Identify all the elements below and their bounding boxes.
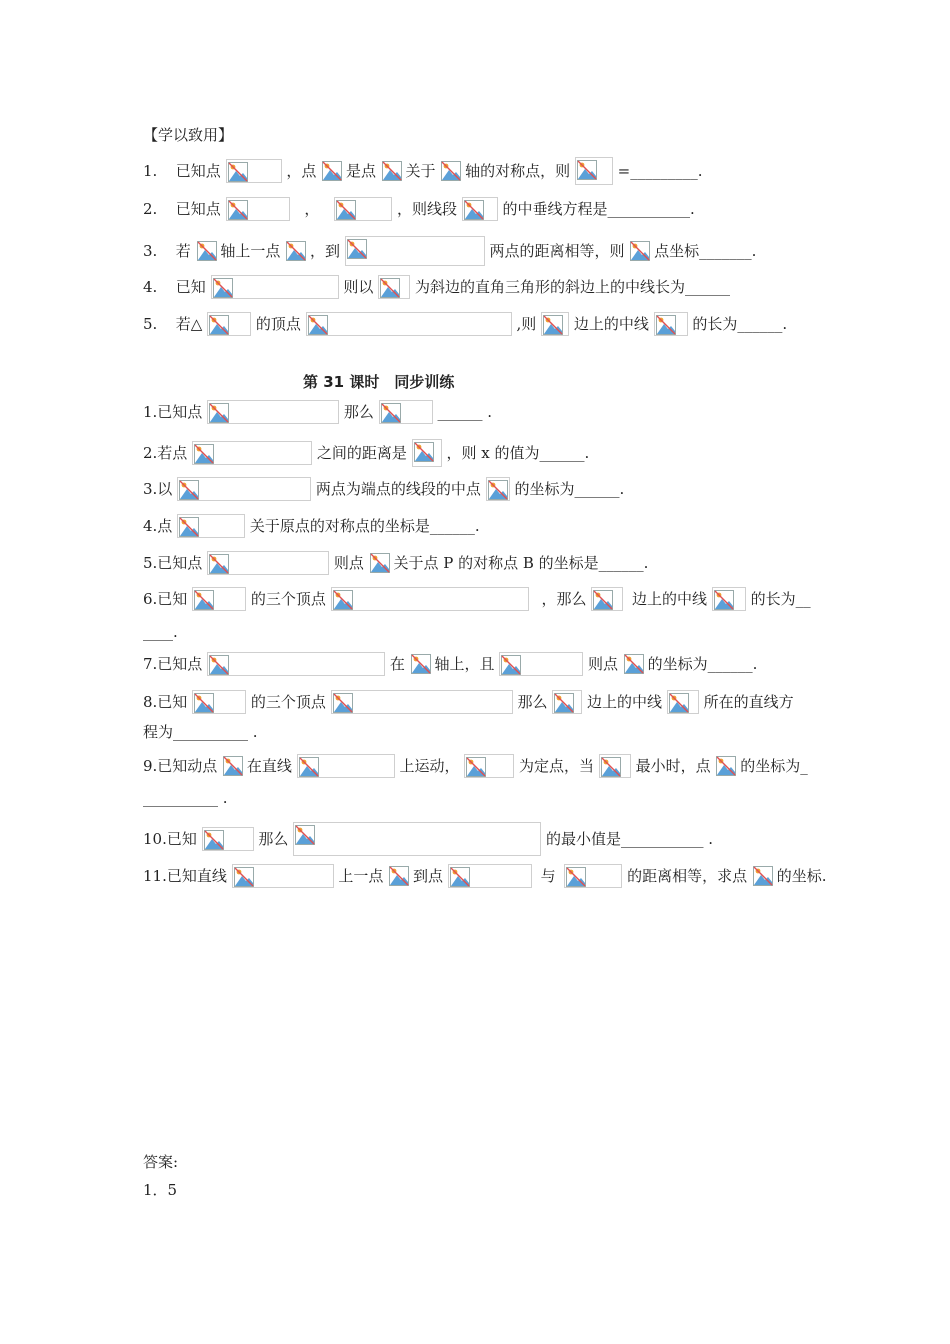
broken-image-icon xyxy=(591,587,623,611)
section-title: 【学以致用】 xyxy=(143,126,234,144)
text: 边上的中线 xyxy=(632,590,708,608)
text: 已知点 xyxy=(175,162,221,180)
text: ，点 xyxy=(286,162,317,180)
broken-image-icon xyxy=(297,754,395,778)
exercise-6-cont: ____. xyxy=(143,623,178,641)
exercise-4 xyxy=(143,514,480,538)
broken-image-icon xyxy=(410,652,430,676)
broken-image-icon xyxy=(462,197,498,221)
text: 点坐标_______. xyxy=(654,242,757,260)
broken-image-icon xyxy=(321,159,341,183)
broken-image-icon xyxy=(334,197,392,221)
text: 轴上一点 xyxy=(220,242,281,260)
broken-image-icon xyxy=(331,690,513,714)
text: 所在的直线方 xyxy=(703,693,794,711)
item-number: 2. xyxy=(143,200,158,218)
broken-image-icon xyxy=(207,312,251,336)
broken-image-icon xyxy=(232,864,334,888)
text: 5.已知点 xyxy=(143,554,203,572)
exercise-9 xyxy=(143,754,808,778)
broken-image-icon xyxy=(667,690,699,714)
text: ， xyxy=(304,200,320,218)
broken-image-icon xyxy=(192,441,312,465)
item-number: 4. xyxy=(143,278,158,296)
text: 边上的中线 xyxy=(573,315,649,333)
text: ，则 x 的值为______. xyxy=(446,444,590,462)
exercise-2 xyxy=(143,439,589,467)
broken-image-icon xyxy=(379,400,433,424)
text: 的坐标为______. xyxy=(647,655,758,673)
text: 11.已知直线 xyxy=(143,867,227,885)
text: 那么 xyxy=(258,830,289,848)
exercise-8-cont: 程为__________ . xyxy=(143,723,258,741)
broken-image-icon xyxy=(623,652,643,676)
text: ,则 xyxy=(516,315,537,333)
text: ______ . xyxy=(437,403,492,421)
broken-image-icon xyxy=(192,587,246,611)
broken-image-icon xyxy=(552,690,582,714)
item-number: 1. xyxy=(143,162,158,180)
text: 的最小值是___________ . xyxy=(546,830,714,848)
text: 两点的距离相等，则 xyxy=(489,242,625,260)
broken-image-icon xyxy=(345,236,485,266)
text: 的三个顶点 xyxy=(250,590,326,608)
broken-image-icon xyxy=(226,197,290,221)
text: 的长为______. xyxy=(692,315,788,333)
broken-image-icon xyxy=(369,551,389,575)
text: 10.已知 xyxy=(143,830,197,848)
text: 的长为__ xyxy=(750,590,811,608)
exercise-7 xyxy=(143,652,757,676)
broken-image-icon xyxy=(712,587,746,611)
broken-image-icon xyxy=(654,312,688,336)
exercise-8 xyxy=(143,690,794,714)
text: 那么 xyxy=(343,403,374,421)
practice-line-2 xyxy=(143,197,695,221)
broken-image-icon xyxy=(177,514,245,538)
text: 则点 xyxy=(333,554,364,572)
text: 则点 xyxy=(588,655,619,673)
broken-image-icon xyxy=(207,400,339,424)
broken-image-icon xyxy=(499,652,583,676)
text: 3.以 xyxy=(143,480,173,498)
text: ，则线段 xyxy=(396,200,457,218)
text: 7.已知点 xyxy=(143,655,203,673)
broken-image-icon xyxy=(388,864,408,888)
text: 为定点，当 xyxy=(519,757,595,775)
text: 8.已知 xyxy=(143,693,188,711)
text: 1.已知点 xyxy=(143,403,203,421)
text: 关于原点的对称点的坐标是______. xyxy=(249,517,480,535)
broken-image-icon xyxy=(226,159,282,183)
broken-image-icon xyxy=(575,157,613,185)
text: 若 xyxy=(175,242,191,260)
practice-line-3 xyxy=(143,236,756,266)
text: 的坐标为_ xyxy=(740,757,808,775)
broken-image-icon xyxy=(285,239,305,263)
exercise-9-cont: __________ . xyxy=(143,789,228,807)
text: 那么 xyxy=(517,693,548,711)
item-number: 3. xyxy=(143,242,158,260)
broken-image-icon xyxy=(306,312,512,336)
text: 在直线 xyxy=(246,757,292,775)
item-number: 5. xyxy=(143,315,158,333)
text: 两点为端点的线段的中点 xyxy=(315,480,481,498)
answers-label: 答案: xyxy=(143,1153,179,1171)
exercise-6 xyxy=(143,587,811,611)
broken-image-icon xyxy=(378,275,410,299)
text: 上运动， xyxy=(399,757,460,775)
text: 的坐标为______. xyxy=(514,480,625,498)
text: 上一点 xyxy=(338,867,384,885)
broken-image-icon xyxy=(381,159,401,183)
text: 与 xyxy=(540,867,556,885)
text: 的坐标. xyxy=(776,867,827,885)
broken-image-icon xyxy=(440,159,460,183)
text: 6.已知 xyxy=(143,590,188,608)
broken-image-icon xyxy=(541,312,569,336)
text: 2.若点 xyxy=(143,444,188,462)
text: 轴上，且 xyxy=(434,655,495,673)
text: 的三个顶点 xyxy=(250,693,326,711)
broken-image-icon xyxy=(192,690,246,714)
text: 最小时，点 xyxy=(635,757,711,775)
text: 关于点 P 的对称点 B 的坐标是______. xyxy=(393,554,649,572)
text: ，到 xyxy=(309,242,340,260)
broken-image-icon xyxy=(599,754,631,778)
text: 之间的距离是 xyxy=(316,444,407,462)
text: 已知 xyxy=(175,278,206,296)
text: =_________. xyxy=(617,162,703,180)
broken-image-icon xyxy=(331,587,529,611)
broken-image-icon xyxy=(464,754,514,778)
text: 是点 xyxy=(345,162,376,180)
broken-image-icon xyxy=(412,439,442,467)
practice-line-4 xyxy=(143,275,730,299)
broken-image-icon xyxy=(629,239,649,263)
text: 关于 xyxy=(405,162,436,180)
text: 若△ xyxy=(175,315,203,333)
broken-image-icon xyxy=(715,754,735,778)
text: 的顶点 xyxy=(255,315,301,333)
broken-image-icon xyxy=(222,754,242,778)
broken-image-icon xyxy=(564,864,622,888)
text: 为斜边的直角三角形的斜边上的中线长为______ xyxy=(414,278,730,296)
lesson-heading: 第 31 课时 同步训练 xyxy=(303,373,455,391)
broken-image-icon xyxy=(293,822,541,856)
text: 已知点 xyxy=(175,200,221,218)
exercise-3 xyxy=(143,477,624,501)
practice-line-1 xyxy=(143,157,703,185)
text: 则以 xyxy=(343,278,374,296)
text: 4.点 xyxy=(143,517,173,535)
text: 的距离相等，求点 xyxy=(627,867,748,885)
broken-image-icon xyxy=(177,477,311,501)
text: 轴的对称点，则 xyxy=(465,162,571,180)
text: 边上的中线 xyxy=(587,693,663,711)
exercise-10 xyxy=(143,822,713,856)
text: 到点 xyxy=(413,867,444,885)
practice-line-5 xyxy=(143,312,787,336)
broken-image-icon xyxy=(486,477,510,501)
broken-image-icon xyxy=(207,652,385,676)
answer-1: 1．5 xyxy=(143,1181,178,1199)
exercise-5 xyxy=(143,551,648,575)
broken-image-icon xyxy=(196,239,216,263)
exercise-11 xyxy=(143,864,827,888)
broken-image-icon xyxy=(207,551,329,575)
text: ，那么 xyxy=(541,590,587,608)
broken-image-icon xyxy=(448,864,532,888)
broken-image-icon xyxy=(211,275,339,299)
text: 9.已知动点 xyxy=(143,757,218,775)
broken-image-icon xyxy=(752,864,772,888)
text: 在 xyxy=(389,655,405,673)
exercise-1 xyxy=(143,400,492,424)
text: 的中垂线方程是___________. xyxy=(502,200,695,218)
broken-image-icon xyxy=(202,827,254,851)
